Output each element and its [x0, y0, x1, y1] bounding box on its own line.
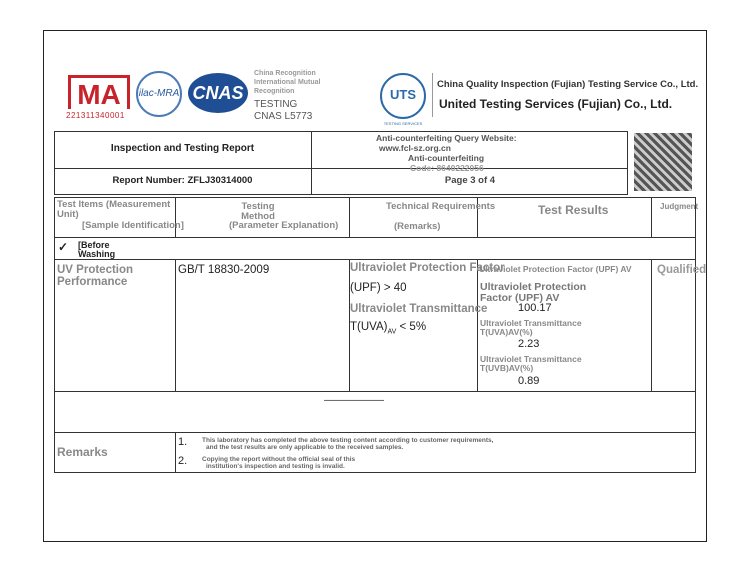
- req-upf-label: Ultraviolet Protection Factor: [350, 262, 505, 274]
- anti-counterfeit-url: www.fcl-sz.org.cn: [379, 143, 451, 153]
- page-indicator: Page 3 of 4: [444, 175, 496, 186]
- remark-1-line-1: This laboratory has completed the above testing content according to customer requirements,: [202, 437, 494, 444]
- table-line-3: [54, 391, 696, 392]
- table-line-4: [54, 432, 696, 433]
- result-uva-label: Ultraviolet Transmittance T(UVA)AV(%): [480, 318, 582, 337]
- cnas-line-2: International Mutual: [254, 79, 321, 86]
- checkmark-icon: ✓: [58, 240, 69, 254]
- cma-logo: MA: [68, 75, 130, 109]
- qr-code: [634, 133, 692, 191]
- remark-2-text: [202, 456, 355, 470]
- company-name-en: United Testing Services (Fujian) Co., Ltd.: [439, 97, 673, 111]
- result-uva-value: 2.23: [518, 338, 540, 350]
- uts-ring-text: TESTING SERVICES: [383, 121, 423, 126]
- header-method: Testing Method: [241, 201, 275, 222]
- col-line-4b: [651, 259, 652, 391]
- company-name-cn: China Quality Inspection (Fujian) Testing Service Co., Ltd.: [437, 79, 699, 90]
- judgment-qualified: Qualified: [657, 264, 707, 276]
- cma-number: 221311340001: [66, 111, 125, 120]
- result-header-upf: Ultraviolet Protection Factor (UPF) AV: [479, 264, 632, 274]
- remark-1-number: 1.: [178, 436, 188, 448]
- header-remarks: (Remarks): [394, 221, 441, 232]
- req-uva-symbol: T(UVA): [350, 321, 388, 333]
- anti-counterfeit-code: Code: 8640222056: [410, 163, 484, 173]
- remarks-label: Remarks: [57, 445, 108, 459]
- testing-label: TESTING: [254, 99, 298, 110]
- cnas-recognition-text: [254, 69, 321, 96]
- req-upf-value: (UPF) > 40: [350, 282, 407, 294]
- report-title: Inspection and Testing Report: [110, 143, 255, 154]
- remark-2-number: 2.: [178, 455, 188, 467]
- remark-1-line-2: and the test results are only applicable to the received samples.: [206, 444, 404, 451]
- result-uvb-label: Ultraviolet Transmittance T(UVB)AV(%): [480, 354, 582, 373]
- col-line-4a: [651, 197, 652, 237]
- col-line-2a: [349, 197, 350, 237]
- col-line-1c: [175, 432, 176, 473]
- sample-identification: [Before Washing: [78, 240, 116, 259]
- cnas-line-1: China Recognition: [254, 70, 316, 77]
- logo-divider: [432, 73, 433, 117]
- header-requirements: Technical Requirements: [386, 201, 496, 212]
- method-standard: GB/T 18830-2009: [178, 264, 270, 276]
- req-uva-limit: < 5%: [396, 321, 427, 333]
- table-line-2: [54, 259, 696, 260]
- header-judgment: Judgment: [660, 202, 699, 211]
- empty-row-dash: ——————: [324, 395, 384, 406]
- header-test-results: Test Results: [538, 203, 609, 217]
- anti-counterfeit-code-label: Anti-counterfeiting: [408, 153, 485, 163]
- col-line-3b: [477, 259, 478, 391]
- cnas-logo: CNAS: [188, 73, 248, 113]
- result-upf-value: 100.17: [518, 302, 552, 314]
- req-uva-label: Ultraviolet Transmittance: [350, 303, 488, 315]
- remark-1-text: [202, 437, 493, 451]
- remark-2-line-1: Copying the report without the official seal of this: [202, 456, 356, 463]
- cnas-number: CNAS L5773: [254, 111, 313, 122]
- result-uvb-value: 0.89: [518, 375, 540, 387]
- col-line-1b: [175, 259, 176, 391]
- header-method-sub: (Parameter Explanation): [229, 220, 339, 231]
- header-test-items: Test Items (Measurement Unit): [57, 199, 171, 220]
- anti-counterfeit-site-label: Anti-counterfeiting Query Website:: [376, 133, 517, 143]
- uts-logo: UTS: [380, 73, 426, 119]
- table-line-1: [54, 237, 696, 238]
- header-sample-id: [Sample Identification]: [82, 220, 184, 231]
- item-uv-protection: UV Protection Performance: [57, 264, 134, 288]
- req-uva-value: [350, 321, 426, 335]
- remark-2-line-2: institution's inspection and testing is invalid.: [206, 463, 345, 470]
- anti-counterfeit-block: [312, 133, 628, 173]
- cnas-line-3: Recognition: [254, 88, 295, 95]
- req-uva-subscript: AV: [387, 328, 397, 336]
- ilac-mra-logo: ilac-MRA: [136, 71, 182, 117]
- result-upf-label: Ultraviolet Protection Factor (UPF) AV: [480, 281, 587, 304]
- report-number: Report Number: ZFLJ30314000: [112, 175, 253, 186]
- report-page: [43, 30, 707, 542]
